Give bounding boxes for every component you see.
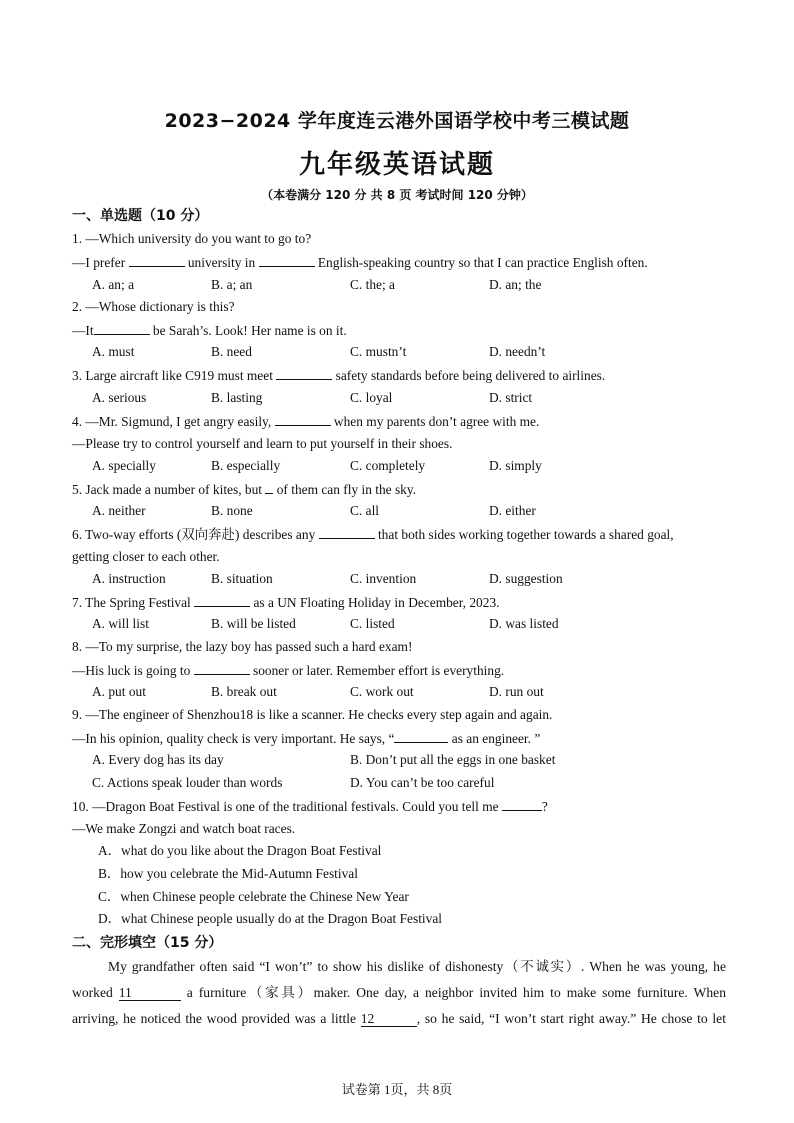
question-4-stem: 4. —Mr. Sigmund, I get angry easily, when my parents don’t agree with me. <box>72 414 540 429</box>
answer-blank <box>394 730 448 743</box>
question-9-option-a[interactable]: A. Every dog has its day <box>92 752 224 767</box>
cloze-paragraph-line-3: arriving, he noticed the wood provided was a little 12 , so he said, “I won’t start right away.” He chose to let <box>72 1011 726 1026</box>
exam-info: （本卷满分 120 分 共 8 页 考试时间 120 分钟） <box>261 188 533 202</box>
question-5-option-c[interactable]: C. all <box>350 503 380 518</box>
question-4-option-b[interactable]: B. especially <box>211 458 281 473</box>
question-2-stem: 2. —Whose dictionary is this? <box>72 299 235 314</box>
question-9-option-d[interactable]: D. You can’t be too careful <box>350 775 495 790</box>
answer-blank <box>259 254 315 267</box>
question-7-option-b[interactable]: B. will be listed <box>211 616 296 631</box>
question-6-line2: getting closer to each other. <box>72 549 220 564</box>
question-3-option-d[interactable]: D. strict <box>489 390 533 405</box>
question-9-option-c[interactable]: C. Actions speak louder than words <box>92 775 283 790</box>
answer-blank <box>275 413 331 426</box>
question-7-stem: 7. The Spring Festival as a UN Floating Holiday in December, 2023. <box>72 595 500 610</box>
question-10-option-b[interactable]: B．how you celebrate the Mid-Autumn Festival <box>98 866 358 881</box>
question-1-option-d[interactable]: D. an; the <box>489 277 542 292</box>
question-3-stem: 3. Large aircraft like C919 must meet safety standards before being delivered to airlines. <box>72 368 606 383</box>
exam-title: 九年级英语试题 <box>298 150 495 180</box>
question-4-option-c[interactable]: C. completely <box>350 458 426 473</box>
question-6-option-b[interactable]: B. situation <box>211 571 273 586</box>
question-3-option-c[interactable]: C. loyal <box>350 390 393 405</box>
question-5-option-d[interactable]: D. either <box>489 503 536 518</box>
answer-blank <box>194 594 250 607</box>
question-8-option-c[interactable]: C. work out <box>350 684 414 699</box>
question-2-option-a[interactable]: A. must <box>92 344 135 359</box>
question-2-line2: —It be Sarah’s. Look! Her name is on it. <box>72 323 347 338</box>
question-10-stem: 10. —Dragon Boat Festival is one of the traditional festivals. Could you tell me ? <box>72 799 548 814</box>
question-3-option-b[interactable]: B. lasting <box>211 390 263 405</box>
cloze-blank-11[interactable]: 11 <box>119 986 181 1001</box>
section-heading-single-choice: 一、单选题（10 分） <box>72 208 209 224</box>
cloze-paragraph-line-1: My grandfather often said “I won’t” to show his dislike of dishonesty（不诚实）. When he was young, he <box>108 959 726 974</box>
question-1-option-c[interactable]: C. the; a <box>350 277 395 292</box>
question-9-option-b[interactable]: B. Don’t put all the eggs in one basket <box>350 752 556 767</box>
question-8-option-a[interactable]: A. put out <box>92 684 146 699</box>
question-2-option-b[interactable]: B. need <box>211 344 252 359</box>
question-4-option-a[interactable]: A. specially <box>92 458 156 473</box>
question-6-option-a[interactable]: A. instruction <box>92 571 166 586</box>
question-7-option-d[interactable]: D. was listed <box>489 616 559 631</box>
question-2-option-d[interactable]: D. needn’t <box>489 344 546 359</box>
question-6-option-c[interactable]: C. invention <box>350 571 417 586</box>
question-4-option-d[interactable]: D. simply <box>489 458 542 473</box>
question-4-line2: —Please try to control yourself and learn to put yourself in their shoes. <box>72 436 453 451</box>
question-1-option-b[interactable]: B. a; an <box>211 277 253 292</box>
answer-blank <box>276 367 332 380</box>
question-7-option-a[interactable]: A. will list <box>92 616 149 631</box>
question-5-option-b[interactable]: B. none <box>211 503 253 518</box>
question-2-option-c[interactable]: C. mustn’t <box>350 344 407 359</box>
question-7-option-c[interactable]: C. listed <box>350 616 395 631</box>
cloze-paragraph-line-2: worked 11 a furniture（家具）maker. One day, a neighbor invited him to make some furniture. When <box>72 985 726 1000</box>
question-8-option-b[interactable]: B. break out <box>211 684 277 699</box>
answer-blank <box>319 526 375 539</box>
school-title: 2023−2024 学年度连云港外国语学校中考三模试题 <box>164 110 630 132</box>
question-8-line2: —His luck is going to sooner or later. Remember effort is everything. <box>72 663 505 678</box>
cloze-blank-12[interactable]: 12 <box>361 1012 417 1027</box>
answer-blank <box>94 322 150 335</box>
question-9-stem: 9. —The engineer of Shenzhou18 is like a scanner. He checks every step again and again. <box>72 707 553 722</box>
question-10-line2: —We make Zongzi and watch boat races. <box>72 821 296 836</box>
question-5-option-a[interactable]: A. neither <box>92 503 146 518</box>
section-heading-cloze: 二、完形填空（15 分） <box>72 935 223 951</box>
question-8-option-d[interactable]: D. run out <box>489 684 544 699</box>
page-footer: 试卷第 1页，共 8页 <box>341 1082 453 1097</box>
question-1-line2: —I prefer university in English-speaking country so that I can practice English often. <box>72 255 648 270</box>
answer-blank <box>502 798 542 811</box>
question-6-option-d[interactable]: D. suggestion <box>489 571 563 586</box>
question-8-stem: 8. —To my surprise, the lazy boy has passed such a hard exam! <box>72 639 413 654</box>
question-1-stem: 1. —Which university do you want to go to? <box>72 231 312 246</box>
question-10-option-a[interactable]: A．what do you like about the Dragon Boat Festival <box>98 843 382 858</box>
question-9-line2: —In his opinion, quality check is very important. He says, “ as an engineer. ” <box>72 731 541 746</box>
question-1-option-a[interactable]: A. an; a <box>92 277 135 292</box>
answer-blank <box>129 254 185 267</box>
question-3-option-a[interactable]: A. serious <box>92 390 147 405</box>
question-6-stem: 6. Two-way efforts (双向奔赴) describes any that both sides working together towards a shared goal, <box>72 527 674 542</box>
question-10-option-d[interactable]: D．what Chinese people usually do at the Dragon Boat Festival <box>98 911 442 926</box>
question-5-stem: 5. Jack made a number of kites, but of them can fly in the sky. <box>72 482 417 497</box>
question-10-option-c[interactable]: C．when Chinese people celebrate the Chinese New Year <box>98 889 409 904</box>
answer-blank <box>194 662 250 675</box>
